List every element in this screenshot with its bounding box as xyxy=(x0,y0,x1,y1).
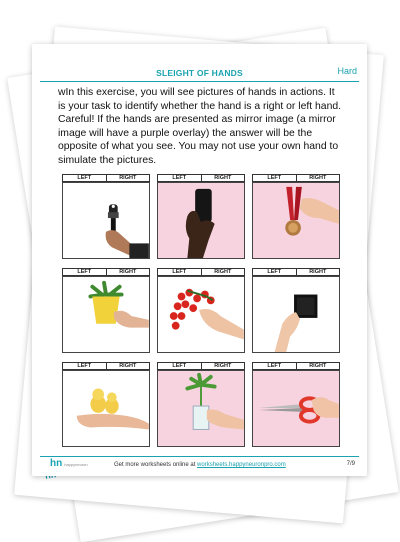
chicks-picture xyxy=(62,370,150,447)
right-option[interactable]: RIGHT xyxy=(296,363,340,369)
exercise-cell xyxy=(62,362,150,447)
left-option[interactable]: LEFT xyxy=(267,363,282,369)
answer-boxes xyxy=(252,174,340,182)
answer-boxes xyxy=(252,268,340,276)
answer-boxes xyxy=(62,268,150,276)
page-number: 7/9 xyxy=(346,461,355,467)
right-option[interactable]: RIGHT xyxy=(106,363,150,369)
exercise-cell xyxy=(252,268,340,353)
left-option[interactable]: LEFT xyxy=(77,363,92,369)
answer-boxes xyxy=(157,268,245,276)
answer-boxes xyxy=(157,174,245,182)
left-option[interactable]: LEFT xyxy=(77,175,92,181)
right-option[interactable]: RIGHT xyxy=(296,269,340,275)
plant-in-glass-picture xyxy=(157,370,245,447)
left-option[interactable]: LEFT xyxy=(267,175,282,181)
exercise-cell xyxy=(62,268,150,353)
instructions: wIn this exercise, you will see pictures of hands in actions. It is your task to identify whether the hand is a right or left hand. Careful! If the hands are presented as mirror image (a mirror image will have a purple overlay) the answer will be the opposite of what you see. You may not use your own hand to simulate the pictures. xyxy=(58,87,342,166)
exercise-cell xyxy=(252,362,340,447)
right-option[interactable]: RIGHT xyxy=(201,175,245,181)
medal-picture xyxy=(252,182,340,259)
exercise-cell xyxy=(62,174,150,259)
worksheets-link[interactable]: worksheets.happyneuronpro.com xyxy=(197,462,286,468)
answer-boxes xyxy=(252,362,340,370)
tomatoes-picture xyxy=(157,276,245,353)
answer-boxes xyxy=(157,362,245,370)
scissors-picture xyxy=(252,370,340,447)
microphone-picture xyxy=(62,182,150,259)
right-option[interactable]: RIGHT xyxy=(296,175,340,181)
right-option[interactable]: RIGHT xyxy=(106,269,150,275)
black-card-picture xyxy=(252,276,340,353)
potted-plant-picture xyxy=(62,276,150,353)
answer-boxes xyxy=(62,174,150,182)
answer-boxes xyxy=(62,362,150,370)
left-option[interactable]: LEFT xyxy=(267,269,282,275)
right-option[interactable]: RIGHT xyxy=(201,363,245,369)
title-bar xyxy=(40,66,359,82)
exercise-cell xyxy=(157,268,245,353)
title-divider xyxy=(40,81,359,82)
footer-divider xyxy=(40,456,359,457)
exercise-cell xyxy=(252,174,340,259)
difficulty-label: Hard xyxy=(337,66,357,76)
left-option[interactable]: LEFT xyxy=(172,363,187,369)
left-option[interactable]: LEFT xyxy=(172,175,187,181)
footer-text: Get more worksheets online at worksheets.happyneuronpro.com xyxy=(114,462,286,468)
left-option[interactable]: LEFT xyxy=(77,269,92,275)
exercise-cell xyxy=(157,174,245,259)
right-option[interactable]: RIGHT xyxy=(201,269,245,275)
worksheet-page xyxy=(32,44,367,476)
footer xyxy=(42,460,357,472)
exercise-cell xyxy=(157,362,245,447)
right-option[interactable]: RIGHT xyxy=(106,175,150,181)
left-option[interactable]: LEFT xyxy=(172,269,187,275)
smartphone-picture xyxy=(157,182,245,259)
worksheet-title: SLEIGHT OF HANDS xyxy=(156,68,243,78)
happyneuron-logo: hn happyneuron xyxy=(50,458,88,469)
